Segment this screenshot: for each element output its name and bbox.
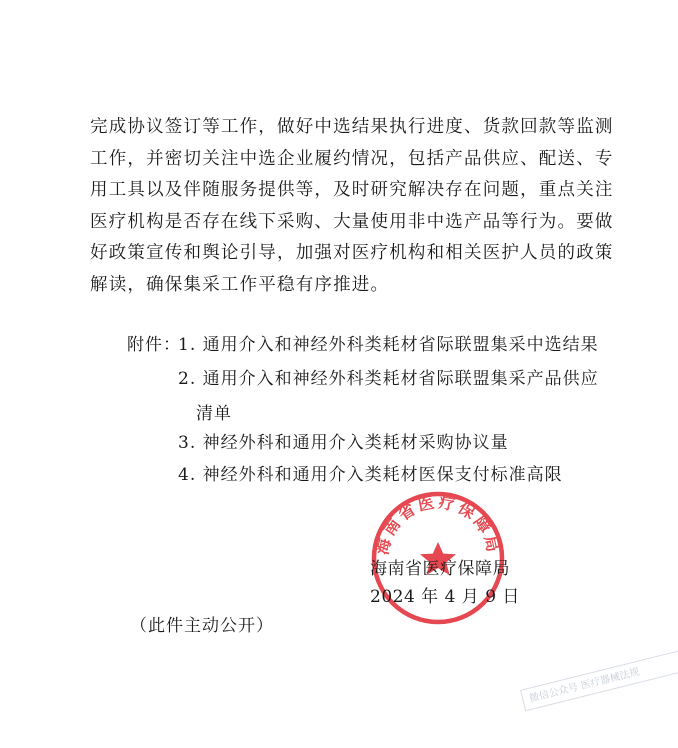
attachment-text-continued: 清单 [196, 404, 232, 424]
seal-text: 海南省医疗保障局 [372, 492, 504, 557]
body-line: 解读，确保集采工作平稳有序推进。 [90, 274, 390, 295]
watermark: 微信公众号 医疗器械法规 [520, 646, 678, 711]
body-line: 医疗机构是否存在线下采购、大量使用非中选产品等行为。要做 [90, 211, 614, 232]
body-line: 完成协议签订等工作，做好中选结果执行进度、货款回款等监测 [90, 117, 614, 137]
body-line: 好政策宣传和舆论引导，加强对医疗机构和相关医护人员的政策 [90, 243, 614, 263]
attachment-text: 3. 神经外科和通用介入类耗材采购协议量 [178, 433, 509, 453]
body-line: 用工具以及伴随服务提供等，及时研究解决存在问题，重点关注 [90, 180, 614, 200]
body-paragraph [90, 112, 614, 301]
disclosure-note: （此件主动公开） [130, 616, 274, 636]
attachment-item-3 [178, 428, 509, 453]
attachment-text: 2. 通用介入和神经外科类耗材省际联盟集采产品供应 [178, 369, 599, 389]
body-line: 工作，并密切关注中选企业履约情况，包括产品供应、配送、专 [90, 148, 614, 169]
attachment-text: 1. 通用介入和神经外科类耗材省际联盟集采中选结果 [178, 335, 599, 355]
attachment-item-2 [178, 364, 599, 424]
attachments-label: 附件： [127, 335, 181, 355]
attachment-item-4 [178, 460, 563, 485]
attachment-item-1 [178, 330, 599, 355]
issue-date: 2024 年 4 月 9 日 [370, 587, 520, 607]
attachment-text: 4. 神经外科和通用介入类耗材医保支付标准高限 [178, 465, 563, 485]
issuer-name: 海南省医疗保障局 [370, 559, 510, 579]
